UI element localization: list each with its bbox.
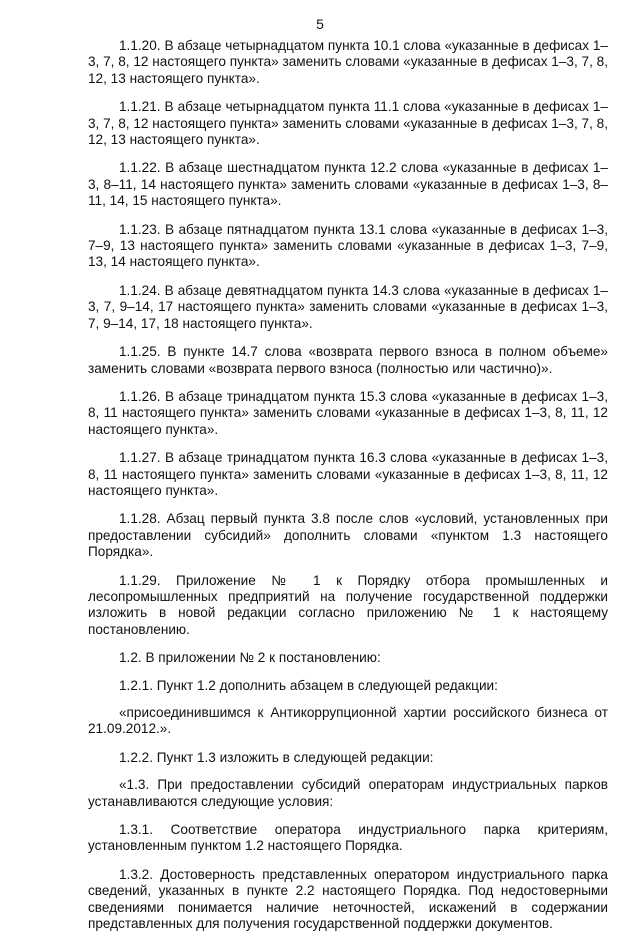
paragraph-1-1-24: 1.1.24. В абзаце девятнадцатом пункта 14.3 слова «указанные в дефисах 1–3, 7, 9–14, 17 настоящего пункта» заменить словами «указанные в дефисах 1–3, 7, 9–14, 17, 18 настоящего пункта». xyxy=(88,282,608,331)
paragraph-1-3-1: 1.3.1. Соответствие оператора индустриального парка критериям, установленным пунктом 1.2 настоящего Порядка. xyxy=(88,822,608,854)
paragraph-1-3-2: 1.3.2. Достоверность представленных оператором индустриального парка сведений, указанных в пункте 2.2 настоящего Порядка. Под недостоверными сведениями понимается наличие неточностей, искажений в содержании представленных для получения государственной поддержки документов. xyxy=(88,866,608,932)
paragraph-1-1-23: 1.1.23. В абзаце пятнадцатом пункта 13.1 слова «указанные в дефисах 1–3, 7–9, 13 настоящего пункта» заменить словами «указанные в дефисах 1–3, 7–9, 13, 14 настоящего пункта». xyxy=(88,221,608,270)
paragraph-1-1-21: 1.1.21. В абзаце четырнадцатом пункта 11.1 слова «указанные в дефисах 1–3, 7, 8, 12 настоящего пункта» заменить словами «указанные в дефисах 1–3, 7, 8, 12, 13 настоящего пункта». xyxy=(88,99,608,148)
paragraph-1-1-25: 1.1.25. В пункте 14.7 слова «возврата первого взноса в полном объеме» заменить словами «возврата первого взноса (полностью или частично)». xyxy=(88,344,608,376)
paragraph-1-1-20: 1.1.20. В абзаце четырнадцатом пункта 10.1 слова «указанные в дефисах 1–3, 7, 8, 12 настоящего пункта» заменить словами «указанные в дефисах 1–3, 7, 8, 12, 13 настоящего пункта». xyxy=(88,38,608,86)
paragraph-1-1-29: 1.1.29. Приложение № 1 к Порядку отбора промышленных и лесопромышленных предприятий на получение государственной поддержки изложить в новой редакции согласно приложению № 1 к настоящему постановлению. xyxy=(88,572,608,637)
paragraph-1-1-26: 1.1.26. В абзаце тринадцатом пункта 15.3 слова «указанные в дефисах 1–3, 8, 11 настоящего пункта» заменить словами «указанные в дефисах 1–3, 8, 11, 12 настоящего пункта». xyxy=(88,388,608,437)
document-body xyxy=(88,38,608,944)
paragraph-1-1-27: 1.1.27. В абзаце тринадцатом пункта 16.3 слова «указанные в дефисах 1–3, 8, 11 настоящего пункта» заменить словами «указанные в дефисах 1–3, 8, 11, 12 настоящего пункта». xyxy=(88,450,608,498)
paragraph-1-1-28: 1.1.28. Абзац первый пункта 3.8 после слов «условий, установленных при предоставлении субсидий» дополнить словами «пунктом 1.3 настоящего Порядка». xyxy=(88,511,608,560)
page-number: 5 xyxy=(316,16,324,32)
paragraph-quote-anticorruption: «присоединившимся к Антикоррупционной хартии российского бизнеса от 21.09.2012.». xyxy=(88,705,608,737)
paragraph-1-2: 1.2. В приложении № 2 к постановлению: xyxy=(119,650,381,666)
paragraph-1-2-1: 1.2.1. Пункт 1.2 дополнить абзацем в следующей редакции: xyxy=(119,677,498,693)
paragraph-1-1-22: 1.1.22. В абзаце шестнадцатом пункта 12.2 слова «указанные в дефисах 1–3, 8–11, 14 настоящего пункта» заменить словами «указанные в дефисах 1–3, 8–11, 14, 15 настоящего пункта». xyxy=(88,160,608,209)
paragraph-1-3: «1.3. При предоставлении субсидий операторам индустриальных парков устанавливаются следующие условия: xyxy=(88,777,608,809)
paragraph-1-2-2: 1.2.2. Пункт 1.3 изложить в следующей редакции: xyxy=(119,749,434,765)
